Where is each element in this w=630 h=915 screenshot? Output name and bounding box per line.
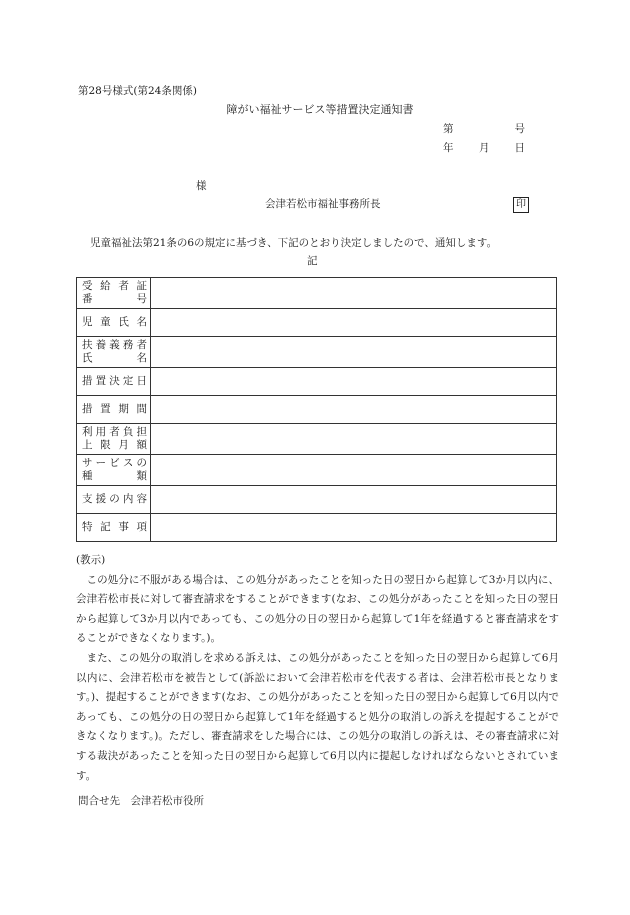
table-row xyxy=(77,278,557,309)
date-day: 日 xyxy=(514,142,525,154)
table-row xyxy=(77,424,557,455)
row-value[interactable] xyxy=(151,424,557,455)
addressee-suffix: 様 xyxy=(196,180,207,192)
table-row xyxy=(77,337,557,368)
table-row xyxy=(77,486,557,514)
row-label xyxy=(77,309,151,337)
form-number: 第28号様式(第24条関係) xyxy=(78,85,197,97)
label-line: 措置決定日 xyxy=(82,375,147,387)
document-title: 障がい福祉サービス等措置決定通知書 xyxy=(226,103,414,116)
label-line: 特 記 事 項 xyxy=(82,521,147,533)
table-row xyxy=(77,396,557,424)
label-line: 扶養義務者 xyxy=(82,339,147,351)
issuer-name: 会津若松市福祉事務所長 xyxy=(265,198,381,210)
row-label xyxy=(77,455,151,486)
label-line: 利用者負担 xyxy=(82,426,147,438)
number-prefix: 第 xyxy=(443,123,454,135)
label-line: 番 号 xyxy=(82,293,147,305)
appeal-notice xyxy=(76,551,559,786)
date-month: 月 xyxy=(479,142,490,154)
table-row xyxy=(77,455,557,486)
row-value[interactable] xyxy=(151,514,557,542)
table-row xyxy=(77,514,557,542)
label-line: 児 童 氏 名 xyxy=(82,316,147,328)
row-label xyxy=(77,514,151,542)
label-line: 種 類 xyxy=(82,470,147,482)
intro-text: 児童福祉法第21条の6の規定に基づき、下記のとおり決定しましたので、通知します。 xyxy=(90,237,498,249)
row-value[interactable] xyxy=(151,337,557,368)
inquiry-contact: 問合せ先 会津若松市役所 xyxy=(78,795,204,807)
label-line: 受 給 者 証 xyxy=(82,280,147,292)
seal-mark: 印 xyxy=(513,197,529,213)
table-row xyxy=(77,368,557,396)
label-line: 氏 名 xyxy=(82,352,147,364)
ki-label: 記 xyxy=(307,255,318,267)
row-value[interactable] xyxy=(151,486,557,514)
label-line: 支援の内容 xyxy=(82,493,147,505)
notice-paragraph: また、この処分の取消しを求める訴えは、この処分があったことを知った日の翌日から起算して6月以内に、会津若松市を被告として(訴訟において会津若松市を代表する者は、会津若松市長となります。)、提起することができます(なお、この処分があったことを知った日の翌日から起算して6月以内であっても、この処分の日の翌日から起算して1年を経過すると処分の取消しの訴えを提起することができなくなります。)。ただし、審査請求をした場合には、この処分の取消しの訴えは、その審査請求に対する裁決があったことを知った日の翌日から起算して6月以内に提起しなければならないとされています。 xyxy=(76,651,559,782)
notice-heading: (教示) xyxy=(76,554,106,566)
label-line: 上 限 月 額 xyxy=(82,439,147,451)
label-line: 措 置 期 間 xyxy=(82,403,147,415)
row-value[interactable] xyxy=(151,396,557,424)
table-row xyxy=(77,309,557,337)
row-label xyxy=(77,424,151,455)
date-year: 年 xyxy=(443,142,454,154)
row-value[interactable] xyxy=(151,455,557,486)
notice-paragraph: この処分に不服がある場合は、この処分があったことを知った日の翌日から起算して3か月以内に、会津若松市長に対して審査請求をすることができます(なお、この処分があったことを知った日の翌日から起算して3か月以内であっても、この処分の日の翌日から起算して1年を経過すると審査請求をすることができなくなります。)。 xyxy=(76,573,559,645)
row-label xyxy=(77,278,151,309)
row-value[interactable] xyxy=(151,278,557,309)
decision-table xyxy=(76,277,557,542)
number-suffix: 号 xyxy=(514,123,525,135)
row-label xyxy=(77,486,151,514)
row-value[interactable] xyxy=(151,309,557,337)
row-label xyxy=(77,368,151,396)
row-label xyxy=(77,396,151,424)
label-line: サービスの xyxy=(82,457,147,469)
row-label xyxy=(77,337,151,368)
row-value[interactable] xyxy=(151,368,557,396)
